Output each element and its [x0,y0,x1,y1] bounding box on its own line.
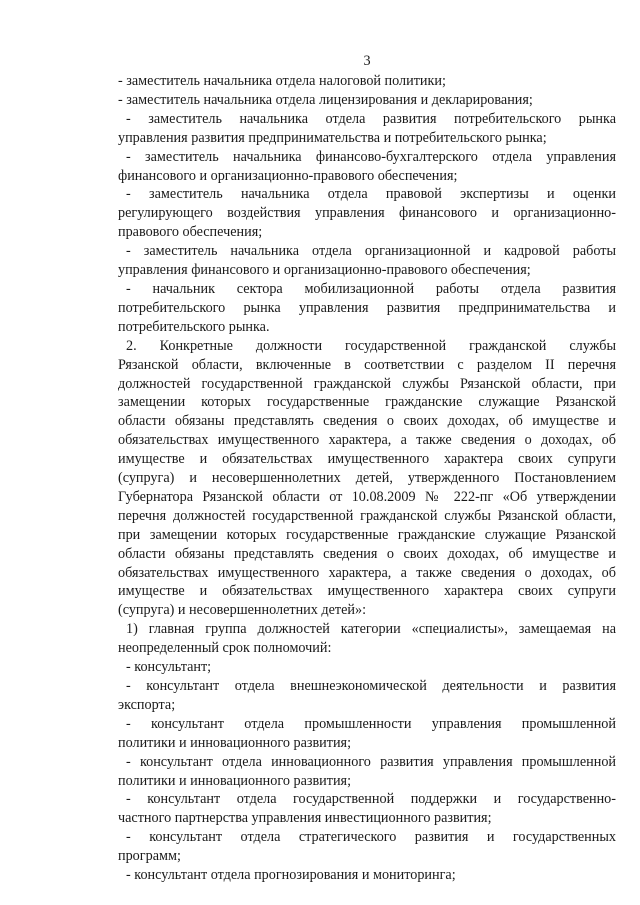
text-line: финансового и организационно-правового обеспечения; [118,167,458,184]
paragraph [118,790,616,828]
text-line: правового обеспечения; [118,224,263,241]
paragraph [118,866,616,885]
text-line: - заместитель начальника отдела развития потребительского рынка [126,110,616,127]
paragraph [118,753,616,791]
text-line: замещении которых государственные гражданские служащие Рязанской [118,394,616,411]
text-line: - консультант отдела промышленности управления промышленной [126,715,616,732]
text-line: - заместитель начальника отдела правовой экспертизы и оценки [126,186,616,203]
text-line: - консультант отдела государственной поддержки и государственно- [126,791,616,808]
paragraph [118,828,616,866]
paragraph [118,72,616,91]
text-line: 2. Конкретные должности государственной гражданской службы [126,337,616,354]
paragraph [118,715,616,753]
paragraph [118,658,616,677]
text-line: управления финансового и организационно-правового обеспечения; [118,262,531,279]
paragraph [118,91,616,110]
text-line: экспорта; [118,696,176,713]
text-line: Губернатора Рязанской области от 10.08.2009 № 222-пг «Об утверждении [118,488,616,505]
text-line: регулирующего воздействия управления финансового и организационно- [118,205,616,222]
text-line: Рязанской области, включенные в соответствии с разделом II перечня [118,356,616,373]
text-line: - заместитель начальника отдела организационной и кадровой работы [126,243,616,260]
text-line: - консультант отдела стратегического развития и государственных [126,829,616,846]
paragraph [118,148,616,186]
text-line: обязательствах имущественного характера, а также сведения о доходах, об [118,432,616,449]
text-line: (супруга) и несовершеннолетних детей»: [118,602,367,619]
page-number: 3 [363,53,371,69]
text-line: потребительского рынка управления развития предпринимательства и [118,299,616,316]
text-line: - консультант; [126,659,212,676]
paragraph [118,337,616,621]
text-line: имуществе и обязательствах имущественного характера своих супруги [118,583,616,600]
text-line: - консультант отдела внешнеэкономической деятельности и развития [126,678,616,694]
paragraph [118,620,616,658]
paragraph [118,110,616,148]
text-line: - заместитель начальника отдела лицензирования и декларирования; [118,91,533,108]
text-line: обязательствах имущественного характера, а также сведения о доходах, об [118,564,616,581]
paragraph [118,185,616,242]
text-line: имуществе и обязательствах имущественного характера своих супруги [118,451,616,468]
text-line: области обязаны представлять сведения о своих доходах, об имуществе и [118,545,616,562]
text-line: должностей государственной гражданской службы Рязанской области, при [118,375,616,392]
paragraph [118,242,616,280]
text-line: области обязаны представлять сведения о своих доходах, об имуществе и [118,413,616,430]
text-line: - консультант отдела прогнозирования и мониторинга; [126,867,456,884]
text-line: (супруга) и несовершеннолетних детей, утвержденного Постановлением [118,470,616,487]
text-line: политики и инновационного развития; [118,772,352,789]
paragraph [118,677,616,715]
text-line: - заместитель начальника финансово-бухгалтерского отдела управления [126,148,616,165]
text-line: программ; [118,848,181,865]
text-line: при замещении которых государственные гражданские служащие Рязанской [118,526,616,543]
text-line: потребительского рынка. [118,318,270,335]
document-body [118,72,616,885]
text-line: 1) главная группа должностей категории «специалисты», замещаемая на [126,621,616,638]
text-line: перечня должностей государственной гражданской службы Рязанской области, [118,507,616,524]
text-line: неопределенный срок полномочий: [118,640,332,657]
text-line: - заместитель начальника отдела налоговой политики; [118,73,446,89]
text-line: политики и инновационного развития; [118,734,352,751]
text-line: управления развития предпринимательства и потребительского рынка; [118,129,547,146]
text-line: частного партнерства управления инвестиционного развития; [118,810,492,827]
text-line: - начальник сектора мобилизационной работы отдела развития [126,280,616,297]
text-line: - консультант отдела инновационного развития управления промышленной [126,753,616,770]
paragraph [118,280,616,337]
